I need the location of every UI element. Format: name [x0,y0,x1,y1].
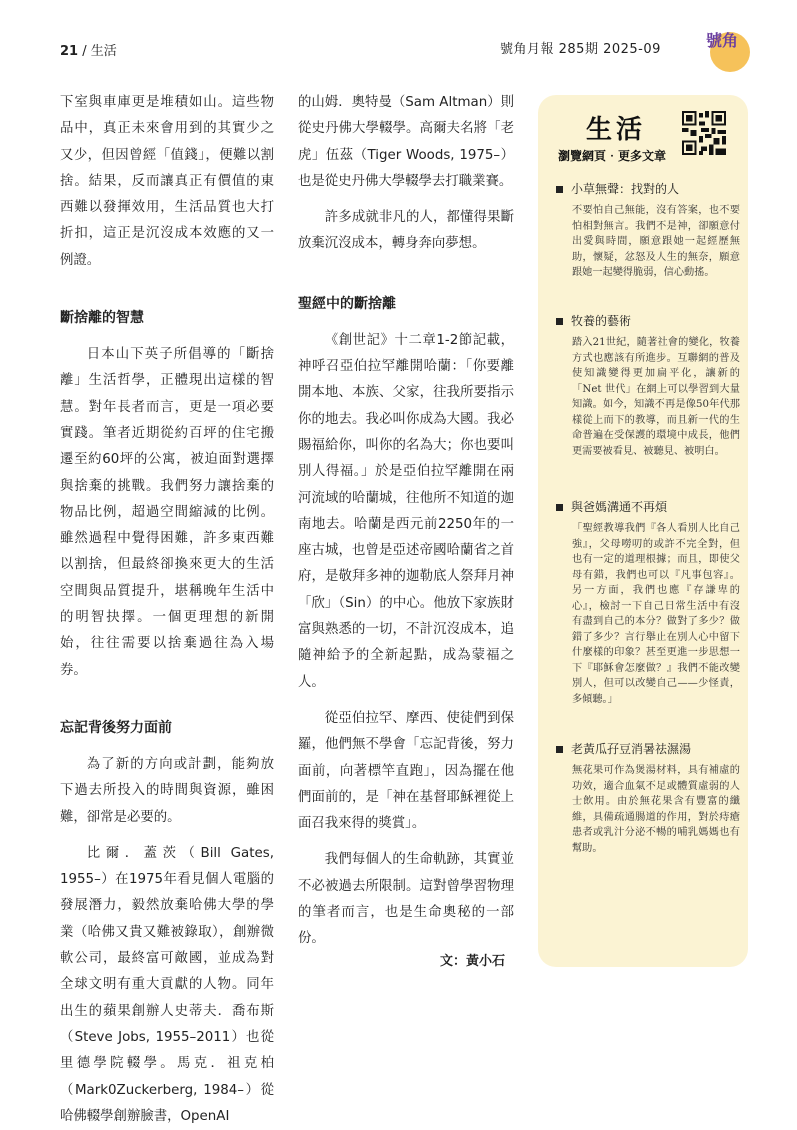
article-column-2 [298,90,514,953]
page-header-left [60,40,117,59]
paragraph: 的山姆．奧特曼（Sam Altman）則從史丹佛大學輟學。高爾夫名將「老虎」伍茲（Tiger Woods, 1975–）也是從史丹佛大學輟學去打職業賽。 [298,95,514,189]
sidebar-article[interactable] [556,499,740,707]
paragraph: 許多成就非凡的人，都懂得果斷放棄沉沒成本，轉身奔向夢想。 [298,210,514,252]
sidebar-article-title[interactable]: 牧養的藝術 [571,314,632,328]
sidebar-article[interactable] [556,181,740,281]
sidebar-article-summary: 踏入21世紀，隨著社會的變化，牧養方式也應該有所進步。互聯網的普及使知識變得更加扁平化，讓新的「Net 世代」在網上可以學習到大量知識。如今，知識不再是像50年代那樣從上而下的教導，而且新一代的生命普遍在受保護的環境中成長，他們更需要被看見、被聽見、被明白。 [572,337,740,457]
sidebar-article-title[interactable]: 小草無聲：找對的人 [571,182,680,196]
paragraph: 為了新的方向或計劃，能夠放下過去所投入的時間與資源，雖困難，卻常是必要的。 [60,756,274,825]
magazine-logo [700,18,764,78]
sidebar-title: 生活 [586,115,647,145]
bullet-icon [556,746,563,753]
section-heading: 斷捨離的智慧 [60,310,144,327]
bullet-icon [556,186,563,193]
logo-text: 號角 [706,31,739,50]
header-separator: / [82,44,87,59]
paragraph: 《創世記》十二章1-2節記載，神呼召亞伯拉罕離開哈蘭：「你要離開本地、本族、父家，往我所要指示你的地去。我必叫你成為大國。我必賜福給你，叫你的名為大；你也要叫別人得福。」於是亞伯拉罕離開在兩河流域的哈蘭城，往他所不知道的迦南地去。哈蘭是西元前2250年的一座古城，也曾是亞述帝國哈蘭省之首府，是敬拜多神的迦勒底人祭拜月神「欣」（Sin）的中心。他放下家族財富與熟悉的一切，不計沉沒成本，追隨神給予的全新起點，成為蒙福之人。 [298,332,514,690]
sidebar-article[interactable] [556,313,740,459]
sidebar-article-title[interactable]: 老黃瓜孖豆消暑祛濕湯 [571,742,692,756]
sidebar-article-summary: 無花果可作為煲湯材料，具有補虛的功效，適合血氣不足或體質虛弱的人士飲用。由於無花果含有豐富的纖維，具備疏通腸道的作用，對於痔瘡患者或乳汁分泌不暢的哺乳媽媽也有幫助。 [572,765,740,854]
article-column-1 [60,90,274,1130]
qr-code-icon[interactable] [682,111,726,155]
magazine-issue: 號角月報 285期 2025-09 [500,42,661,57]
section-heading: 忘記背後努力面前 [60,719,172,736]
section-name: 生活 [90,44,117,59]
sidebar-article[interactable] [556,741,740,856]
sidebar-article-title[interactable]: 與爸媽溝通不再煩 [571,500,668,514]
sidebar-subtitle: 瀏覽網頁‧更多文章 [558,149,667,163]
section-heading: 聖經中的斷捨離 [298,295,396,312]
paragraph: 我們每個人的生命軌跡，其實並不必被過去所限制。這對曾學習物理的筆者而言，也是生命奧秘的一部份。 [298,852,514,947]
author-credit: 文：黃小石 [440,954,506,969]
bullet-icon [556,504,563,511]
bullet-icon [556,318,563,325]
sidebar-article-summary: 不要怕自己無能，沒有答案，也不要怕相對無言。我們不是神，卻願意付出愛與時間，願意跟她一起經歷無助，懷疑，忿怒及人生的無奈，願意跟她一起變得脆弱，信心動搖。 [572,205,740,278]
sidebar-panel [538,95,748,967]
paragraph: 比爾．蓋茨（Bill Gates, 1955–）在1975年看見個人電腦的發展潛力，毅然放棄哈佛大學的學業（哈佛又貴又難被錄取），創辦微軟公司，最終富可敵國，並成為對全球文明有重大貢獻的人物。同年出生的蘋果創辦人史蒂夫．喬布斯（Steve Jobs, 1955–2011）也從里德學院輟學。馬克．祖克柏（Mark0Zuckerberg, 1984–）從哈佛輟學創辦臉書，OpenAI [60,845,274,1124]
sidebar-article-summary: 「聖經教導我們『各人看別人比自己強』，父母嘮叨的或許不完全對，但也有一定的道理根據；而且，即使父母有錯，我們也可以『凡事包容』。另一方面，我們也應『存謙卑的心』，檢討一下自己日常生活中有沒有盡到自己的本分？做對了多少？做錯了多少？言行舉止在別人心中留下什麼樣的印象？甚至更進一步思想一下『耶穌會怎麼做？』我們不能改變別人，但可以改變自己——少怪責，多傾聽。」 [572,523,740,705]
paragraph: 下室與車庫更是堆積如山。這些物品中，真正未來會用到的其實少之又少，但因曾經「值錢」，便難以割捨。結果，反而讓真正有價值的東西難以發揮效用，生活品質也大打折扣，這正是沉沒成本效應的又一例證。 [60,95,274,268]
paragraph: 日本山下英子所倡導的「斷捨離」生活哲學，正體現出這樣的智慧。對年長者而言，更是一項必要實踐。筆者近期從約百坪的住宅搬遷至約60坪的公寓，被迫面對選擇與捨棄的挑戰。我們努力讓捨棄的物品比例，超過空間縮減的比例。雖然過程中覺得困難，許多東西難以割捨，但最終卻換來更大的生活空間與品質提升，堪稱晚年生活中的明智抉擇。一個更理想的新開始，往往需要以捨棄過往為入場券。 [60,347,274,678]
page-number: 21 [60,44,79,59]
paragraph: 從亞伯拉罕、摩西、使徒們到保羅，他們無不學會「忘記背後，努力面前，向著標竿直跑」，因為擺在他們面前的，是「神在基督耶穌裡從上面召我來得的獎賞」。 [298,710,514,832]
